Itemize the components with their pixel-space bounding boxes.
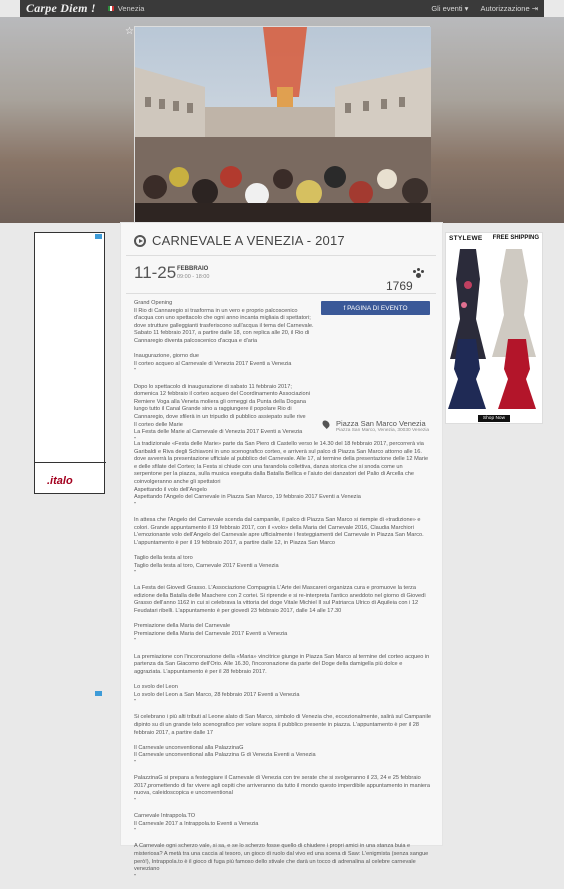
event-time: 09:00 - 18:00 — [177, 274, 210, 280]
description-paragraph: La premiazione con l'incoronazione della «Maria» vincitrice giunge in Piazza San Marco al termine del corteo acqueo in partenza da San Giacomo dell'Orio. Alle 16.30, l'incoronazione da parte del Doge della damigella più dolce e aggraziata. L'appuntamento è per il 28 febbraio 2017. — [134, 653, 430, 675]
description-paragraph: Dopo lo spettacolo di inaugurazione di sabato 11 febbraio 2017; domenica 12 febbraio il corteo acqueo del Coordinamento Associazioni Remiere Voga alla Veneta moliera gli ormeggi da Punta della Dogana lungo tutto il Canal Grande sino a raggiungere il popolare Rio di Cannaregio, dove sfilerà in un tripudio di pubblico assiepato sulle rive Il corteo delle Marie La Festa delle Marie al Carnevale di Venezia 2017 Eventi a Venezia " — [134, 383, 311, 443]
description-paragraph: Grand Opening Il Rio di Cannaregio si trasforma in un vero e proprio palcoscenico d'acqua con uno spettacolo che ogni anno incanta migliaia di spettatori; dove strutture galleggianti trasferiscono sull'acqua il tema del Carnevale. Sabato 11 febbraio 2017, a partire dalle 18, con replica alle 20, il Rio di Cannaregio diventa palcoscenico d'acqua e d'aria — [134, 300, 314, 344]
site-logo[interactable]: Carpe Diem ! — [26, 1, 96, 15]
venue-address: Piazza San Marco, Venezia, 30030 Venezia — [336, 428, 430, 433]
event-month: FEBBRAIO — [177, 266, 209, 272]
event-description-body — [134, 441, 431, 889]
description-paragraph: La tradizionale «Festa delle Marie» parte da San Piero di Castello verso le 14.30 del 18 febbraio 2017, percorrerà via Garibaldi e Riva degli Schiavoni in uno scenografico corteo, e arriverà sul palco di Piazza San Marco attorno alle 16. dove avverrà la presentazione ufficiale al pubblico del Carnevale. Alle 17, al termine della presentazione delle 12 Marie e delle sfilate del Corteo; la Festa si chiude con una farandola collettiva, danza storica che si snoda come un serpentone per la piazza, sulla musica eseguita dalla Batalla Bellica e l'aiuto dei danzatori del Palio di Arcella che coinvolgeranno anche gli spettatori Aspettando il volo dell'Angelo Aspettando l'Angelo del Carnevale in Piazza San Marco, 19 febbraio 2017 Eventi a Venezia " — [134, 441, 429, 508]
facebook-event-button[interactable]: f PAGINA DI EVENTO — [321, 301, 430, 315]
free-shipping-label: FREE SHIPPING — [492, 235, 539, 241]
event-photo — [134, 26, 430, 222]
description-paragraph: A Carnevale ogni scherzo vale, si sa, e se lo scherzo fosse quello di chiudere i propri amici in una stanza buia e misteriosa? A metà tra una caccia al tesoro, un gioco di ruolo dal vivo ed una scena di Saw: L'enigmista (senza sangue però!), Intrappola.to è il gioco di fuga più famoso dello stivale che darà un tocco di adrenalina al celebre carnevale veneziano " — [134, 843, 429, 880]
title-divider — [126, 255, 436, 256]
description-paragraph: Lo svolo del Leon Lo svolo del Leon a San Marco, 28 febbraio 2017 Eventi a Venezia " — [134, 684, 300, 706]
adchoices-icon[interactable] — [95, 234, 102, 239]
top-navbar — [20, 0, 544, 17]
italy-flag-icon — [108, 6, 114, 11]
description-paragraph: In attesa che l'Angelo del Carnevale scenda dal campanile, il palco di Piazza San Marco si riempie di «tradizione» e colori. Grande appuntamento il 19 febbraio 2017, con il «volo» della Maria del Carnevale 2016, Claudia Marchiori L'emozionante volo dell'Angelo del Carnevale apre ufficialmente i festeggiamenti del Carnevale in Piazza San Marco. L'appuntamento è per il 19 febbraio 2017, a partire dalle 12, in Piazza San Marco — [134, 516, 424, 546]
description-paragraph: Taglio della testa al toro Taglio della testa al toro, Carnevale 2017 Eventi a Venezia " — [134, 554, 279, 577]
date-divider — [126, 293, 436, 294]
italo-logo: .italo — [47, 475, 73, 487]
paw-icon — [412, 268, 424, 280]
stylewe-logo: STYLEWE — [449, 235, 483, 242]
dress-product-images — [446, 245, 544, 413]
event-days: 11-25 — [134, 263, 177, 282]
login-link[interactable]: Autorizzazione ⇥ — [480, 4, 538, 13]
description-paragraph: Si celebrano i più alti tributi al Leone alato di San Marco, simbolo di Venezia che, eccezionalmente, salirà sul Campanile dipinto su di un grande telo scenografico per volare sopra il pubblico presente in piazza. L'appuntamento è per il 28 febbraio 2017, a partire dalle 17 — [134, 714, 431, 736]
right-advertisement[interactable] — [445, 232, 543, 424]
ad-divider — [35, 462, 106, 463]
event-title-row — [134, 233, 345, 248]
play-circle-icon — [134, 235, 146, 247]
shop-now-button[interactable]: Shop Now — [478, 415, 510, 422]
description-paragraph: PalazzinaG si prepara a festeggiare il Carnevale di Venezia con tre serate che si svolgeranno il 23, 24 e 25 febbraio 2017,promettendo di far vivere agli ospiti che arriveranno da tutto il mondo questo imperdibile appuntamento in maniera nuova, caleidoscopica e unconventional " — [134, 775, 431, 804]
left-advertisement[interactable] — [34, 232, 105, 494]
venue-name[interactable]: Piazza San Marco Venezia — [336, 419, 426, 428]
adchoices-icon[interactable] — [95, 691, 102, 696]
description-paragraph: Carnevale Intrappola.TO Il Carnevale 2017 a Intrappola.to Eventi a Venezia " — [134, 813, 259, 835]
description-paragraph: Premiazione della Maria del Carnevale Premiazione della Maria del Carnevale 2017 Eventi a Venezia " — [134, 623, 288, 645]
events-menu-dropdown[interactable]: Gli eventi ▾ — [431, 4, 469, 13]
view-count: 1769 — [386, 279, 413, 293]
favorite-star-icon[interactable]: ☆ — [125, 26, 134, 37]
description-paragraph: Inaugurazione, giorno due Il corteo acqueo al Carnevale di Venezia 2017 Eventi a Venezia " — [134, 353, 292, 375]
nav-actions — [431, 4, 538, 13]
description-paragraph: La Festa dei Giovedì Grasso. L'Associazione Compagnia L'Arte dei Mascareri organizza cura e promuove la terza edizione della Batalla delle Maschere con 2 cortei. Si riprende e si re-interpreta l'antico aneddoto nel giorno di Giovedì Grasso dell'anno 1162 in cui si celebrava la vittoria del doge Vitale Michiel II sul Patriarca Ulrico di Aquileia con i 12 Feudatari ribelli. L'appuntamento è per giovedì 23 febbraio 2017, dalle 14 alle 17.30 — [134, 585, 426, 615]
event-title: CARNEVALE A VENEZIA - 2017 — [152, 233, 345, 248]
city-selector[interactable]: Venezia — [117, 4, 145, 13]
description-paragraph: Il Carnevale unconventional alla PalazzinaG Il Carnevale unconventional alla Palazzina G di Venezia Eventi a Venezia " — [134, 744, 316, 766]
event-description-top — [134, 300, 316, 452]
carnival-photo-illustration — [135, 27, 431, 223]
